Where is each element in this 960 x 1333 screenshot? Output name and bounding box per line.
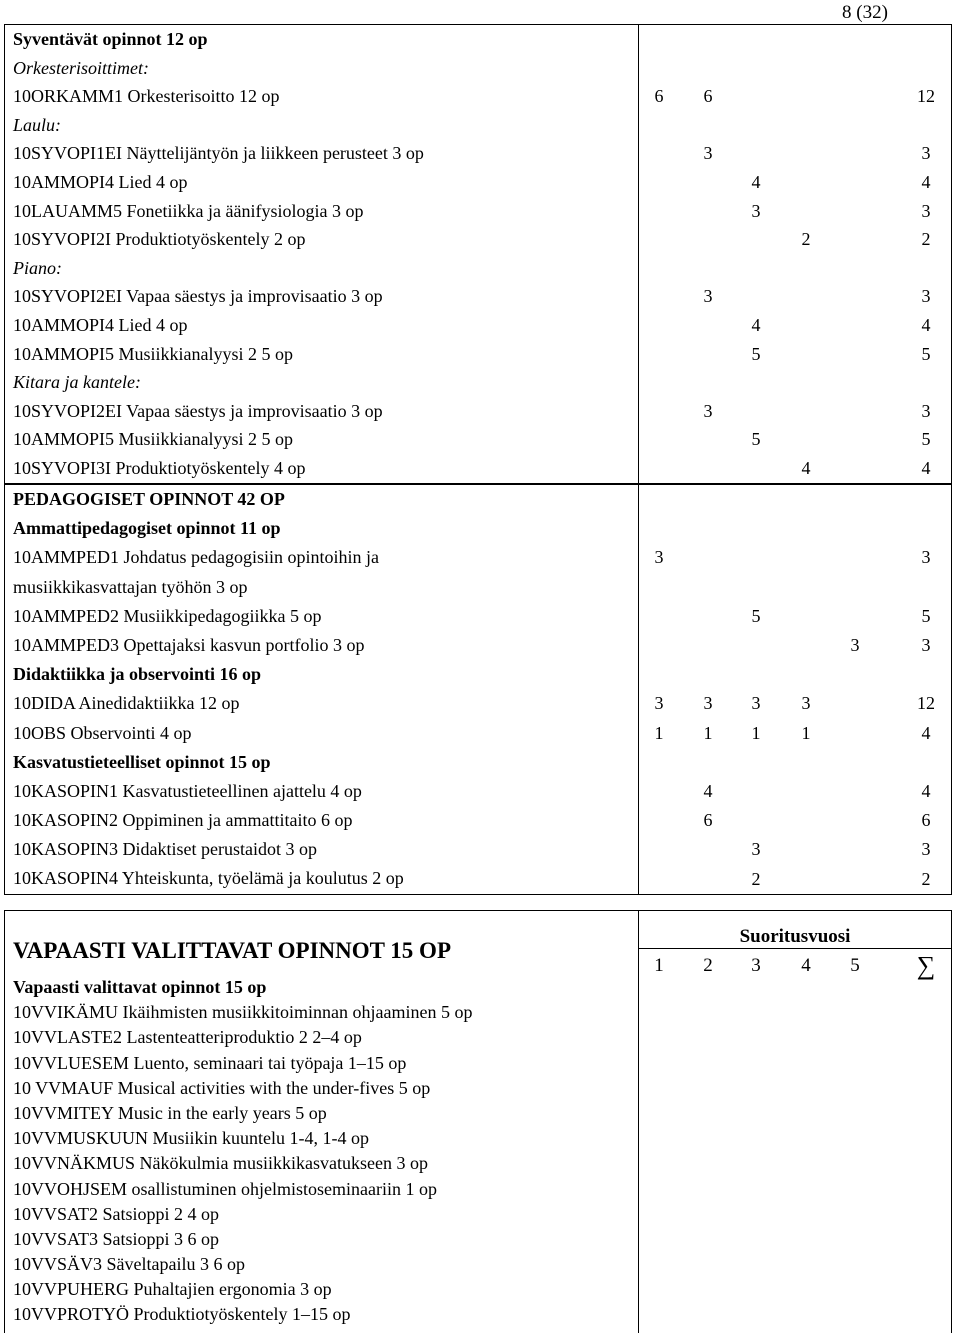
credit-value: 4 xyxy=(921,722,931,743)
course-row: 10DIDA Ainedidaktiikka 12 op xyxy=(13,693,240,714)
course-row: 10AMMOPI4 Lied 4 op xyxy=(13,314,188,335)
header-divider xyxy=(639,948,951,949)
course-row: 10AMMOPI5 Musiikkianalyysi 2 5 op xyxy=(13,429,294,450)
course-row: 10OBS Observointi 4 op xyxy=(13,722,192,743)
course-row: Syventävät opinnot 12 op xyxy=(13,29,208,49)
course-row: Kitara ja kantele: xyxy=(13,372,141,393)
course-row: 10SYVOPI2EI Vapaa säestys ja improvisaatio 3 op xyxy=(13,400,383,421)
course-row: 10AMMOPI5 Musiikkianalyysi 2 5 op xyxy=(13,343,294,364)
course-row: PEDAGOGISET OPINNOT 42 OP xyxy=(13,489,285,509)
suoritusvuosi-header: Suoritusvuosi xyxy=(739,926,851,947)
course-list xyxy=(5,25,639,484)
credit-value: 3 xyxy=(751,200,761,221)
course-row: Piano: xyxy=(13,257,62,278)
credit-value: 4 xyxy=(921,458,931,478)
year-column-label: 2 xyxy=(703,955,713,976)
course-row: 10VVIKÄMU Ikäihmisten musiikkitoiminnan ohjaaminen 5 op xyxy=(13,1002,473,1023)
page-number: 8 (32) xyxy=(842,2,888,23)
credit-value: 4 xyxy=(921,315,931,335)
credit-value: 3 xyxy=(921,400,931,421)
credit-value: 6 xyxy=(703,810,713,831)
credit-value: 3 xyxy=(921,839,931,860)
credit-value: 3 xyxy=(703,286,713,307)
credit-value: 3 xyxy=(751,839,761,860)
course-row: Didaktiikka ja observointi 16 op xyxy=(13,664,262,685)
credit-value: 1 xyxy=(703,722,713,743)
syventavat-opinnot-table xyxy=(4,24,952,484)
course-row: Ammattipedagogiset opinnot 11 op xyxy=(13,518,281,539)
credit-value: 3 xyxy=(921,143,931,164)
vapaasti-valittavat-table xyxy=(4,910,952,1333)
course-row: 10VVNÄKMUS Näkökulmia musiikkikasvatukseen 3 op xyxy=(13,1153,428,1174)
credit-value: 5 xyxy=(751,343,761,364)
credit-value: 3 xyxy=(703,400,713,421)
course-row: 10AMMOPI4 Lied 4 op xyxy=(13,171,188,192)
course-row: 10VVMUSKUUN Musiikin kuuntelu 1-4, 1-4 op xyxy=(13,1128,370,1149)
credit-value: 3 xyxy=(654,547,664,568)
year-column-label: 1 xyxy=(654,955,664,976)
credit-value: 1 xyxy=(654,722,664,743)
credit-value: 3 xyxy=(703,143,713,164)
credit-value: 2 xyxy=(751,868,761,889)
course-row: 10VVPUHERG Puhaltajien ergonomia 3 op xyxy=(13,1279,332,1300)
course-row: 10VVSAT3 Satsioppi 3 6 op xyxy=(13,1228,220,1249)
credit-value: 3 xyxy=(751,693,761,714)
credit-value: 3 xyxy=(921,635,931,655)
pedagogiset-opinnot-table xyxy=(4,484,952,895)
credit-value: 1 xyxy=(801,722,811,743)
course-row: 10VVOHJSEM osallistuminen ohjelmistoseminaariin 1 op xyxy=(13,1178,437,1199)
credit-value: 3 xyxy=(801,693,811,714)
credit-value: 5 xyxy=(921,429,931,450)
course-row: 10KASOPIN4 Yhteiskunta, työelämä ja koulutus 2 op xyxy=(13,868,404,889)
credit-columns xyxy=(639,25,952,484)
course-row: 10KASOPIN3 Didaktiset perustaidot 3 op xyxy=(13,839,317,860)
course-row: musiikkikasvattajan työhön 3 op xyxy=(13,576,248,597)
credit-value: 12 xyxy=(917,86,935,107)
course-row: 10KASOPIN1 Kasvatustieteellinen ajattelu 4 op xyxy=(13,780,362,801)
course-row: 10VVSAT2 Satsioppi 2 4 op xyxy=(13,1203,220,1224)
credit-value: 5 xyxy=(921,605,931,626)
course-row: 10KASOPIN2 Oppiminen ja ammattitaito 6 op xyxy=(13,810,353,831)
course-row: 10 VVMAUF Musical activities with the under-fives 5 op xyxy=(13,1077,431,1098)
credit-value: 3 xyxy=(921,200,931,221)
credit-value: 4 xyxy=(921,781,931,801)
credit-value: 4 xyxy=(921,172,931,192)
course-row: 10LAUAMM5 Fonetiikka ja äänifysiologia 3 op xyxy=(13,200,364,221)
year-column-label: 5 xyxy=(850,955,860,976)
course-row: 10AMMPED1 Johdatus pedagogisiin opintoihin ja xyxy=(13,547,379,568)
credit-value: 4 xyxy=(801,458,811,478)
credit-columns xyxy=(639,485,952,895)
sum-symbol: ∑ xyxy=(916,951,936,980)
credit-value: 5 xyxy=(921,343,931,364)
course-row: 10AMMPED2 Musiikkipedagogiikka 5 op xyxy=(13,605,322,626)
credit-value: 3 xyxy=(850,635,860,655)
credit-value: 6 xyxy=(703,86,713,107)
section-title: VAPAASTI VALITTAVAT OPINNOT 15 OP xyxy=(13,938,451,963)
credit-value: 12 xyxy=(917,693,935,714)
credit-value: 4 xyxy=(751,315,761,335)
credit-value: 2 xyxy=(801,229,811,250)
course-row: 10VVSÄV3 Säveltapailu 3 6 op xyxy=(13,1254,245,1275)
credit-value: 5 xyxy=(751,605,761,626)
credit-value: 2 xyxy=(921,868,931,889)
year-column-label: 3 xyxy=(751,955,761,976)
course-row: 10VVLASTE2 Lastenteatteriproduktio 2 2–4 op xyxy=(13,1027,362,1048)
credit-value: 6 xyxy=(654,86,664,107)
course-row: 10AMMPED3 Opettajaksi kasvun portfolio 3 op xyxy=(13,634,365,655)
course-row: Laulu: xyxy=(13,114,62,135)
credit-value: 3 xyxy=(654,693,664,714)
course-row: 10VVMITEY Music in the early years 5 op xyxy=(13,1102,327,1123)
credit-value: 5 xyxy=(751,429,761,450)
course-row: 10SYVOPI3I Produktiotyöskentely 4 op xyxy=(13,457,306,478)
course-row: 10SYVOPI1EI Näyttelijäntyön ja liikkeen perusteet 3 op xyxy=(13,143,424,164)
credit-value: 3 xyxy=(921,286,931,307)
course-row: 10VVPROTYÖ Produktiotyöskentely 1–15 op xyxy=(13,1304,351,1325)
credit-value: 6 xyxy=(921,810,931,831)
course-row: Vapaasti valittavat opinnot 15 op xyxy=(13,977,267,997)
credit-columns xyxy=(639,911,952,1333)
course-list xyxy=(5,485,639,895)
course-row: 10SYVOPI2EI Vapaa säestys ja improvisaatio 3 op xyxy=(13,286,383,307)
credit-value: 4 xyxy=(703,781,713,801)
course-row: Orkesterisoittimet: xyxy=(13,57,149,78)
course-row: 10SYVOPI2I Produktiotyöskentely 2 op xyxy=(13,229,306,250)
credit-value: 1 xyxy=(751,722,761,743)
credit-value: 3 xyxy=(921,547,931,568)
credit-value: 3 xyxy=(703,693,713,714)
course-list xyxy=(5,911,639,1333)
course-row: 10VVLUESEM Luento, seminaari tai työpaja 1–15 op xyxy=(13,1052,407,1073)
credit-value: 2 xyxy=(921,229,931,250)
year-column-label: 4 xyxy=(801,955,811,976)
course-row: 10ORKAMM1 Orkesterisoitto 12 op xyxy=(13,86,280,107)
credit-value: 4 xyxy=(751,172,761,192)
course-row: Kasvatustieteelliset opinnot 15 op xyxy=(13,751,271,772)
